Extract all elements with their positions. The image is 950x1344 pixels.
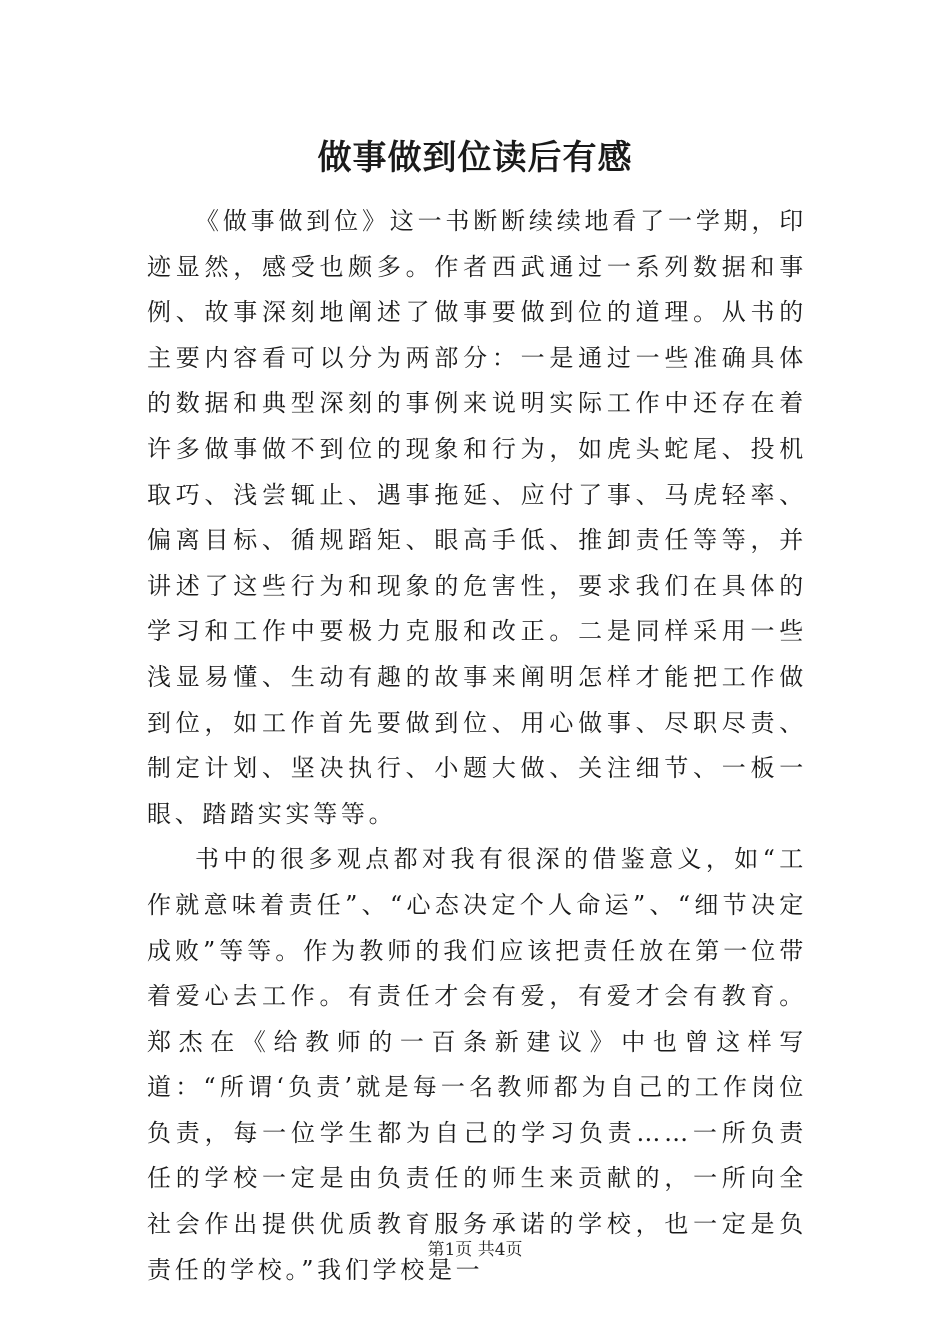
page-footer: 第1页 共4页 bbox=[427, 1240, 523, 1260]
paragraph-1: 《做事做到位》这一书断断续续地看了一学期，印迹显然，感受也颇多。作者西武通过一系列数据和事例、故事深刻地阐述了做事要做到位的道理。从书的主要内容看可以分为两部分：一是通过一些准确具体的数据和典型深刻的事例来说明实际工作中还存在着许多做事做不到位的现象和行为，如虎头蛇尾、投机取巧、浅尝辄止、遇事拖延、应付了事、马虎轻率、偏离目标、循规蹈矩、眼高手低、推卸责任等等，并讲述了这些行为和现象的危害性，要求我们在具体的学习和工作中要极力克服和改正。二是同样采用一些浅显易懂、生动有趣的故事来阐明怎样才能把工作做到位，如工作首先要做到位、用心做事、尽职尽责、制定计划、坚决执行、小题大做、关注细节、一板一眼、踏踏实实等等。 bbox=[147, 207, 807, 828]
document-body bbox=[147, 199, 807, 1293]
paragraph-2: 书中的很多观点都对我有很深的借鉴意义，如“工作就意味着责任”、“心态决定个人命运”、“细节决定成败”等等。作为教师的我们应该把责任放在第一位带着爱心去工作。有责任才会有爱，有爱才会有教育。郑杰在《给教师的一百条新建议》中也曾这样写道：“所谓‘负责’就是每一名教师都为自己的工作岗位负责，每一位学生都为自己的学习负责……一所负责任的学校一定是由负责任的师生来贡献的，一所向全社会作出提供优质教育服务承诺的学校，也一定是负责任的学校。”我们学校是一 bbox=[147, 845, 807, 1284]
document-title: 做事做到位读后有感 bbox=[317, 138, 633, 178]
